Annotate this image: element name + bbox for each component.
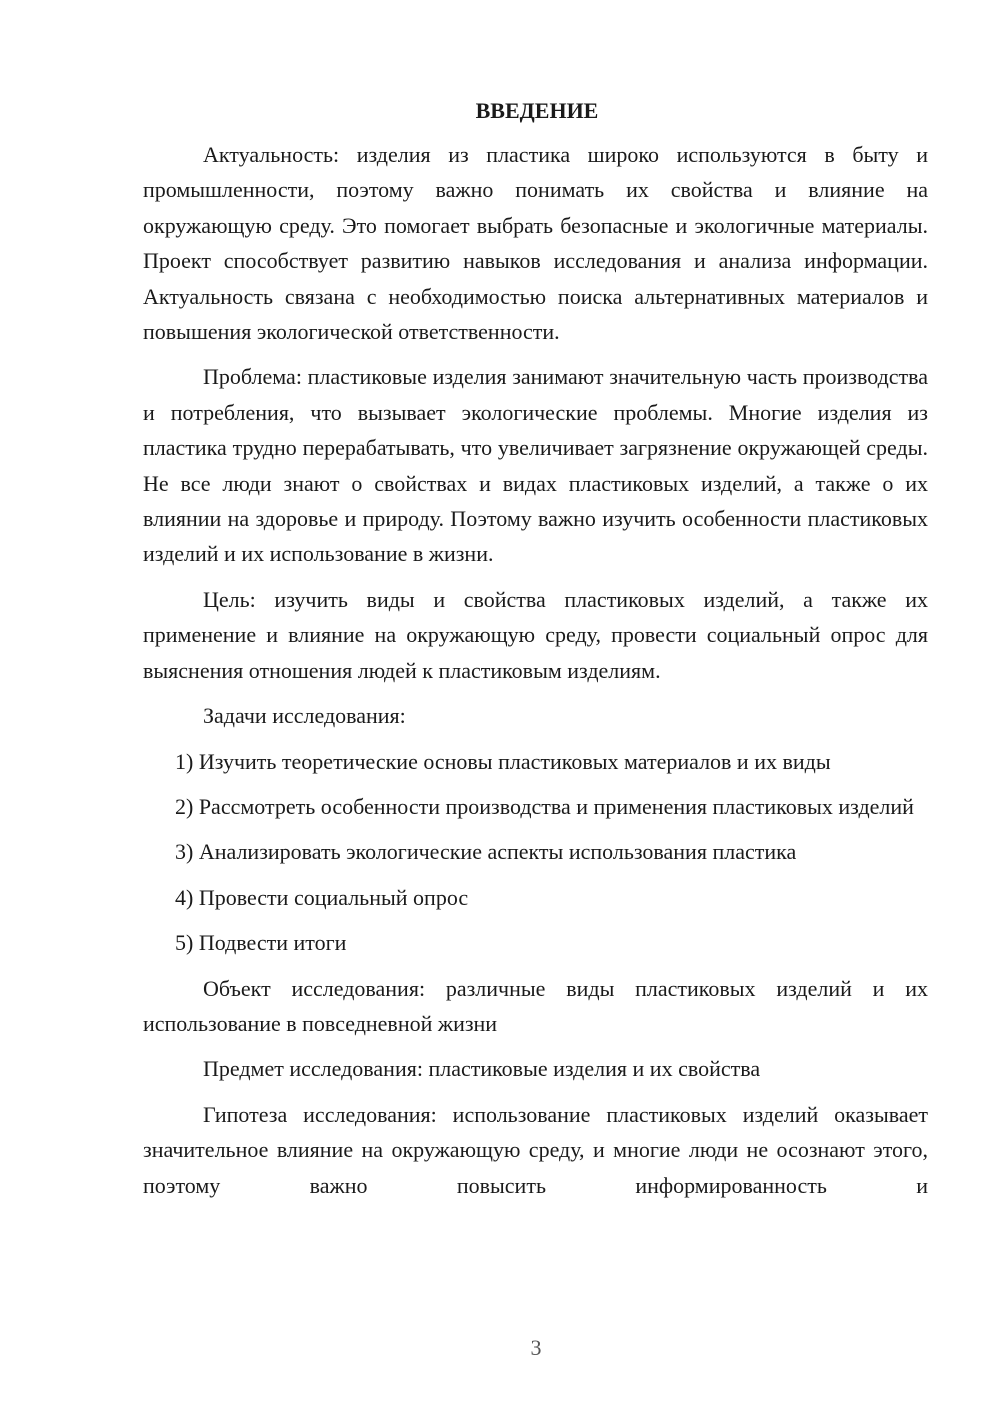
page-content (143, 92, 928, 1213)
hypothesis-paragraph: Гипотеза исследования: использование пластиковых изделий оказывает значительное влияние на окружающую среду, и многие люди не осознают этого, поэтому важно повысить информированность и (143, 1101, 928, 1198)
section-title: ВВЕДЕНИЕ (475, 98, 599, 123)
subject-paragraph: Предмет исследования: пластиковые изделия и их свойства (203, 1056, 761, 1082)
task-item-1: 1) Изучить теоретические основы пластиковых материалов и их виды (175, 748, 831, 774)
problem-paragraph: Проблема: пластиковые изделия занимают значительную часть производства и потребления, что вызывает экологические проблемы. Многие изделия из пластика трудно перерабатывать, что увеличивает загрязнение окружающей среды. Не все люди знают о свойствах и видах пластиковых изделий, а также о их влиянии на здоровье и природу. Поэтому важно изучить особенности пластиковых изделий и их использование в жизни. (143, 364, 928, 567)
object-paragraph: Объект исследования: различные виды пластиковых изделий и их использование в повседневной жизни (143, 975, 928, 1036)
relevance-paragraph: Актуальность: изделия из пластика широко используются в быту и промышленности, поэтому важно понимать их свойства и влияние на окружающую среду. Это помогает выбрать безопасные и экологичные материалы. Проект способствует развитию навыков исследования и анализа информации. Актуальность связана с необходимостью поиска альтернативных материалов и повышения экологической ответственности. (143, 142, 928, 345)
page-number: 3 (530, 1335, 542, 1360)
goal-paragraph: Цель: изучить виды и свойства пластиковых изделий, а также их применение и влияние на окружающую среду, провести социальный опрос для выяснения отношения людей к пластиковым изделиям. (143, 586, 928, 683)
task-item-5: 5) Подвести итоги (175, 930, 347, 956)
tasks-heading: Задачи исследования: (203, 703, 406, 729)
task-item-3: 3) Анализировать экологические аспекты использования пластика (175, 839, 797, 865)
task-item-2: 2) Рассмотреть особенности производства и применения пластиковых изделий (175, 793, 914, 819)
task-item-4: 4) Провести социальный опрос (175, 884, 469, 910)
